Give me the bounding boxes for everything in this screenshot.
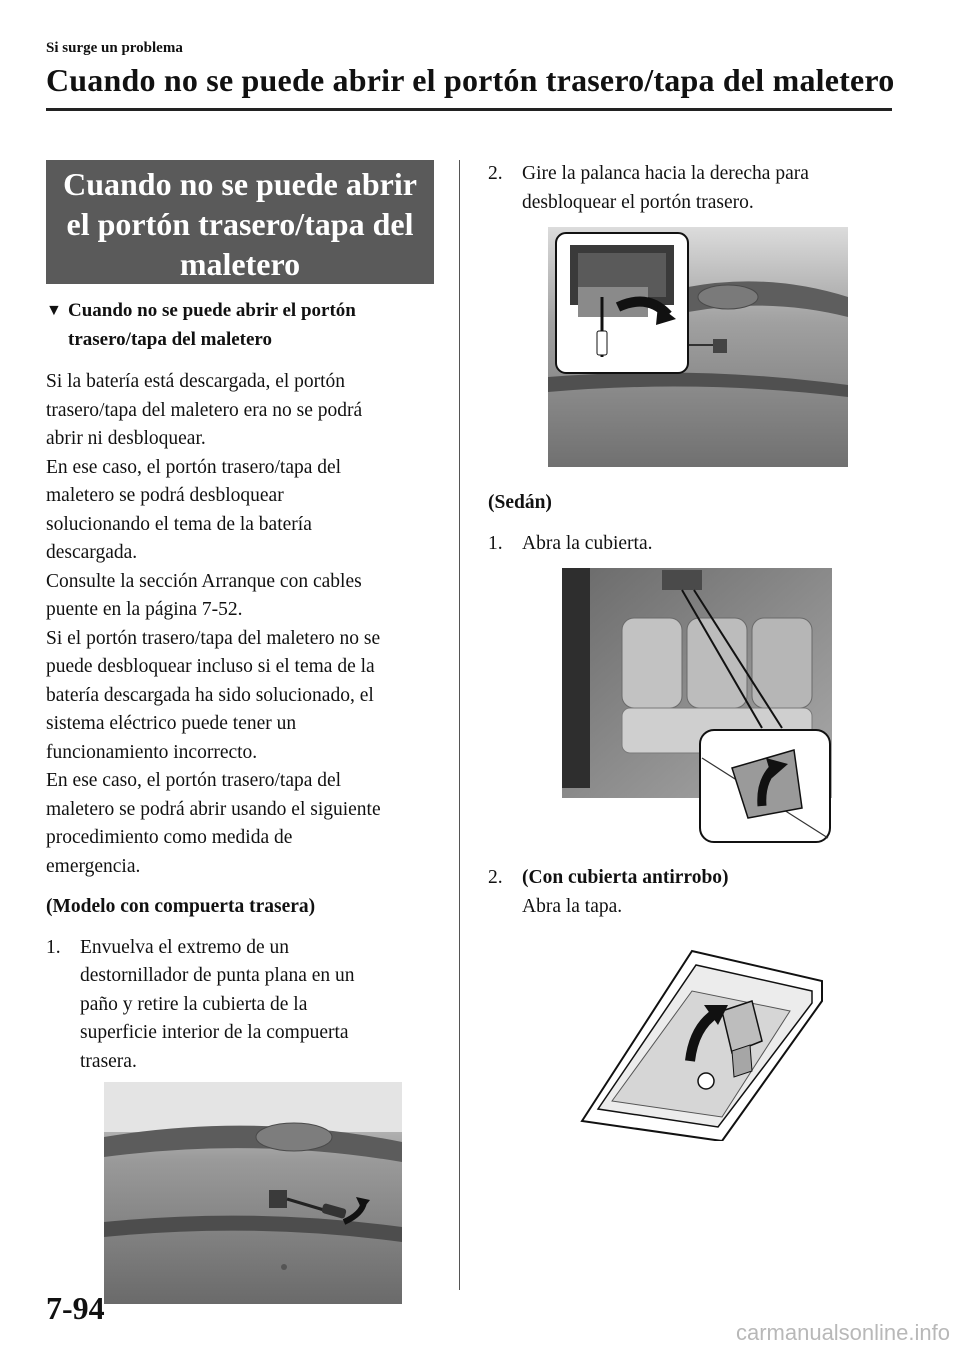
text-line: En ese caso, el portón trasero/tapa del	[46, 770, 342, 791]
page-title: Cuando no se puede abrir el portón trasero/tapa del maletero	[46, 62, 895, 98]
text-line: Si la batería está descargada, el portón	[46, 371, 346, 392]
step-number: 2.	[488, 867, 503, 888]
tailgate-cover-illustration	[104, 1082, 402, 1304]
step-2	[488, 160, 878, 217]
text-line: maletero se podrá desbloquear	[46, 485, 284, 506]
trunk-lid-illustration	[572, 941, 832, 1141]
text-line: Envuelva el extremo de un	[80, 936, 290, 958]
page-number: 7-94	[46, 1290, 105, 1326]
text-line: maletero se podrá abrir usando el siguiente	[46, 798, 381, 820]
sedan-label: (Sedán)	[488, 492, 552, 513]
heading-line: el portón trasero/tapa del	[66, 206, 414, 242]
text-line: solucionando el tema de la batería	[46, 513, 312, 535]
text-line: En ese caso, el portón trasero/tapa del	[46, 456, 342, 478]
section-label: Si surge un problema	[46, 40, 183, 56]
tailgate-cover-figure	[104, 1082, 402, 1304]
step-number: 1.	[488, 532, 503, 554]
text-line: puede desbloquear incluso si el tema de la	[46, 656, 375, 677]
text-line: abrir ni desbloquear.	[46, 428, 206, 449]
text-line: Si el portón trasero/tapa del maletero no se	[46, 627, 381, 649]
right-column	[488, 160, 878, 1141]
title-rule	[46, 108, 892, 111]
step-1	[46, 934, 436, 1077]
triangle-bullet-icon: ▼	[46, 302, 62, 319]
heading-line: maletero	[179, 246, 301, 282]
text-line: procedimiento como medida de	[46, 827, 293, 848]
text-line: Gire la palanca hacia la derecha para	[522, 163, 809, 184]
text-line: batería descargada ha sido solucionado, el	[46, 684, 374, 706]
step-text: Abra la cubierta.	[522, 532, 653, 554]
intro-paragraph	[46, 368, 436, 881]
text-line: puente en la página 7-52.	[46, 599, 243, 620]
subheading-line: Cuando no se puede abrir el portón	[68, 300, 356, 321]
text-line: superficie interior de la compuerta	[80, 1022, 349, 1043]
rear-seat-illustration	[562, 568, 832, 844]
text-line: emergencia.	[46, 855, 141, 877]
text-line: descargada.	[46, 542, 138, 563]
text-line: destornillador de punta plana en un	[80, 965, 355, 986]
text-line: paño y retire la cubierta de la	[80, 993, 308, 1015]
step-number: 2.	[488, 163, 503, 184]
text-line: Consulte la sección Arranque con cables	[46, 570, 362, 592]
step-text: Abra la tapa.	[522, 895, 623, 917]
model-label: (Modelo con compuerta trasera)	[46, 896, 316, 917]
text-line: desbloquear el portón trasero.	[522, 191, 754, 213]
text-line: sistema eléctrico puede tener un	[46, 713, 297, 734]
step-sedan-2	[488, 864, 878, 921]
column-divider	[459, 160, 460, 1290]
watermark-text: carmanualsonline.info	[735, 1320, 950, 1345]
left-column	[46, 160, 436, 1304]
text-line: trasero/tapa del maletero era no se podrá	[46, 399, 363, 421]
text-line: trasera.	[80, 1050, 137, 1072]
lever-unlock-figure	[548, 227, 848, 467]
lever-unlock-illustration	[548, 227, 848, 467]
trunk-lid-figure	[572, 941, 832, 1141]
section-heading-box	[46, 160, 434, 284]
subheading-line: trasero/tapa del maletero	[68, 329, 273, 350]
step-number: 1.	[46, 936, 61, 958]
step-bold-text: (Con cubierta antirrobo)	[522, 867, 729, 888]
step-sedan-1	[488, 530, 878, 559]
subheading	[46, 296, 436, 354]
rear-seat-cover-figure	[562, 568, 832, 844]
text-line: funcionamiento incorrecto.	[46, 741, 258, 763]
heading-line: Cuando no se puede abrir	[63, 166, 417, 202]
